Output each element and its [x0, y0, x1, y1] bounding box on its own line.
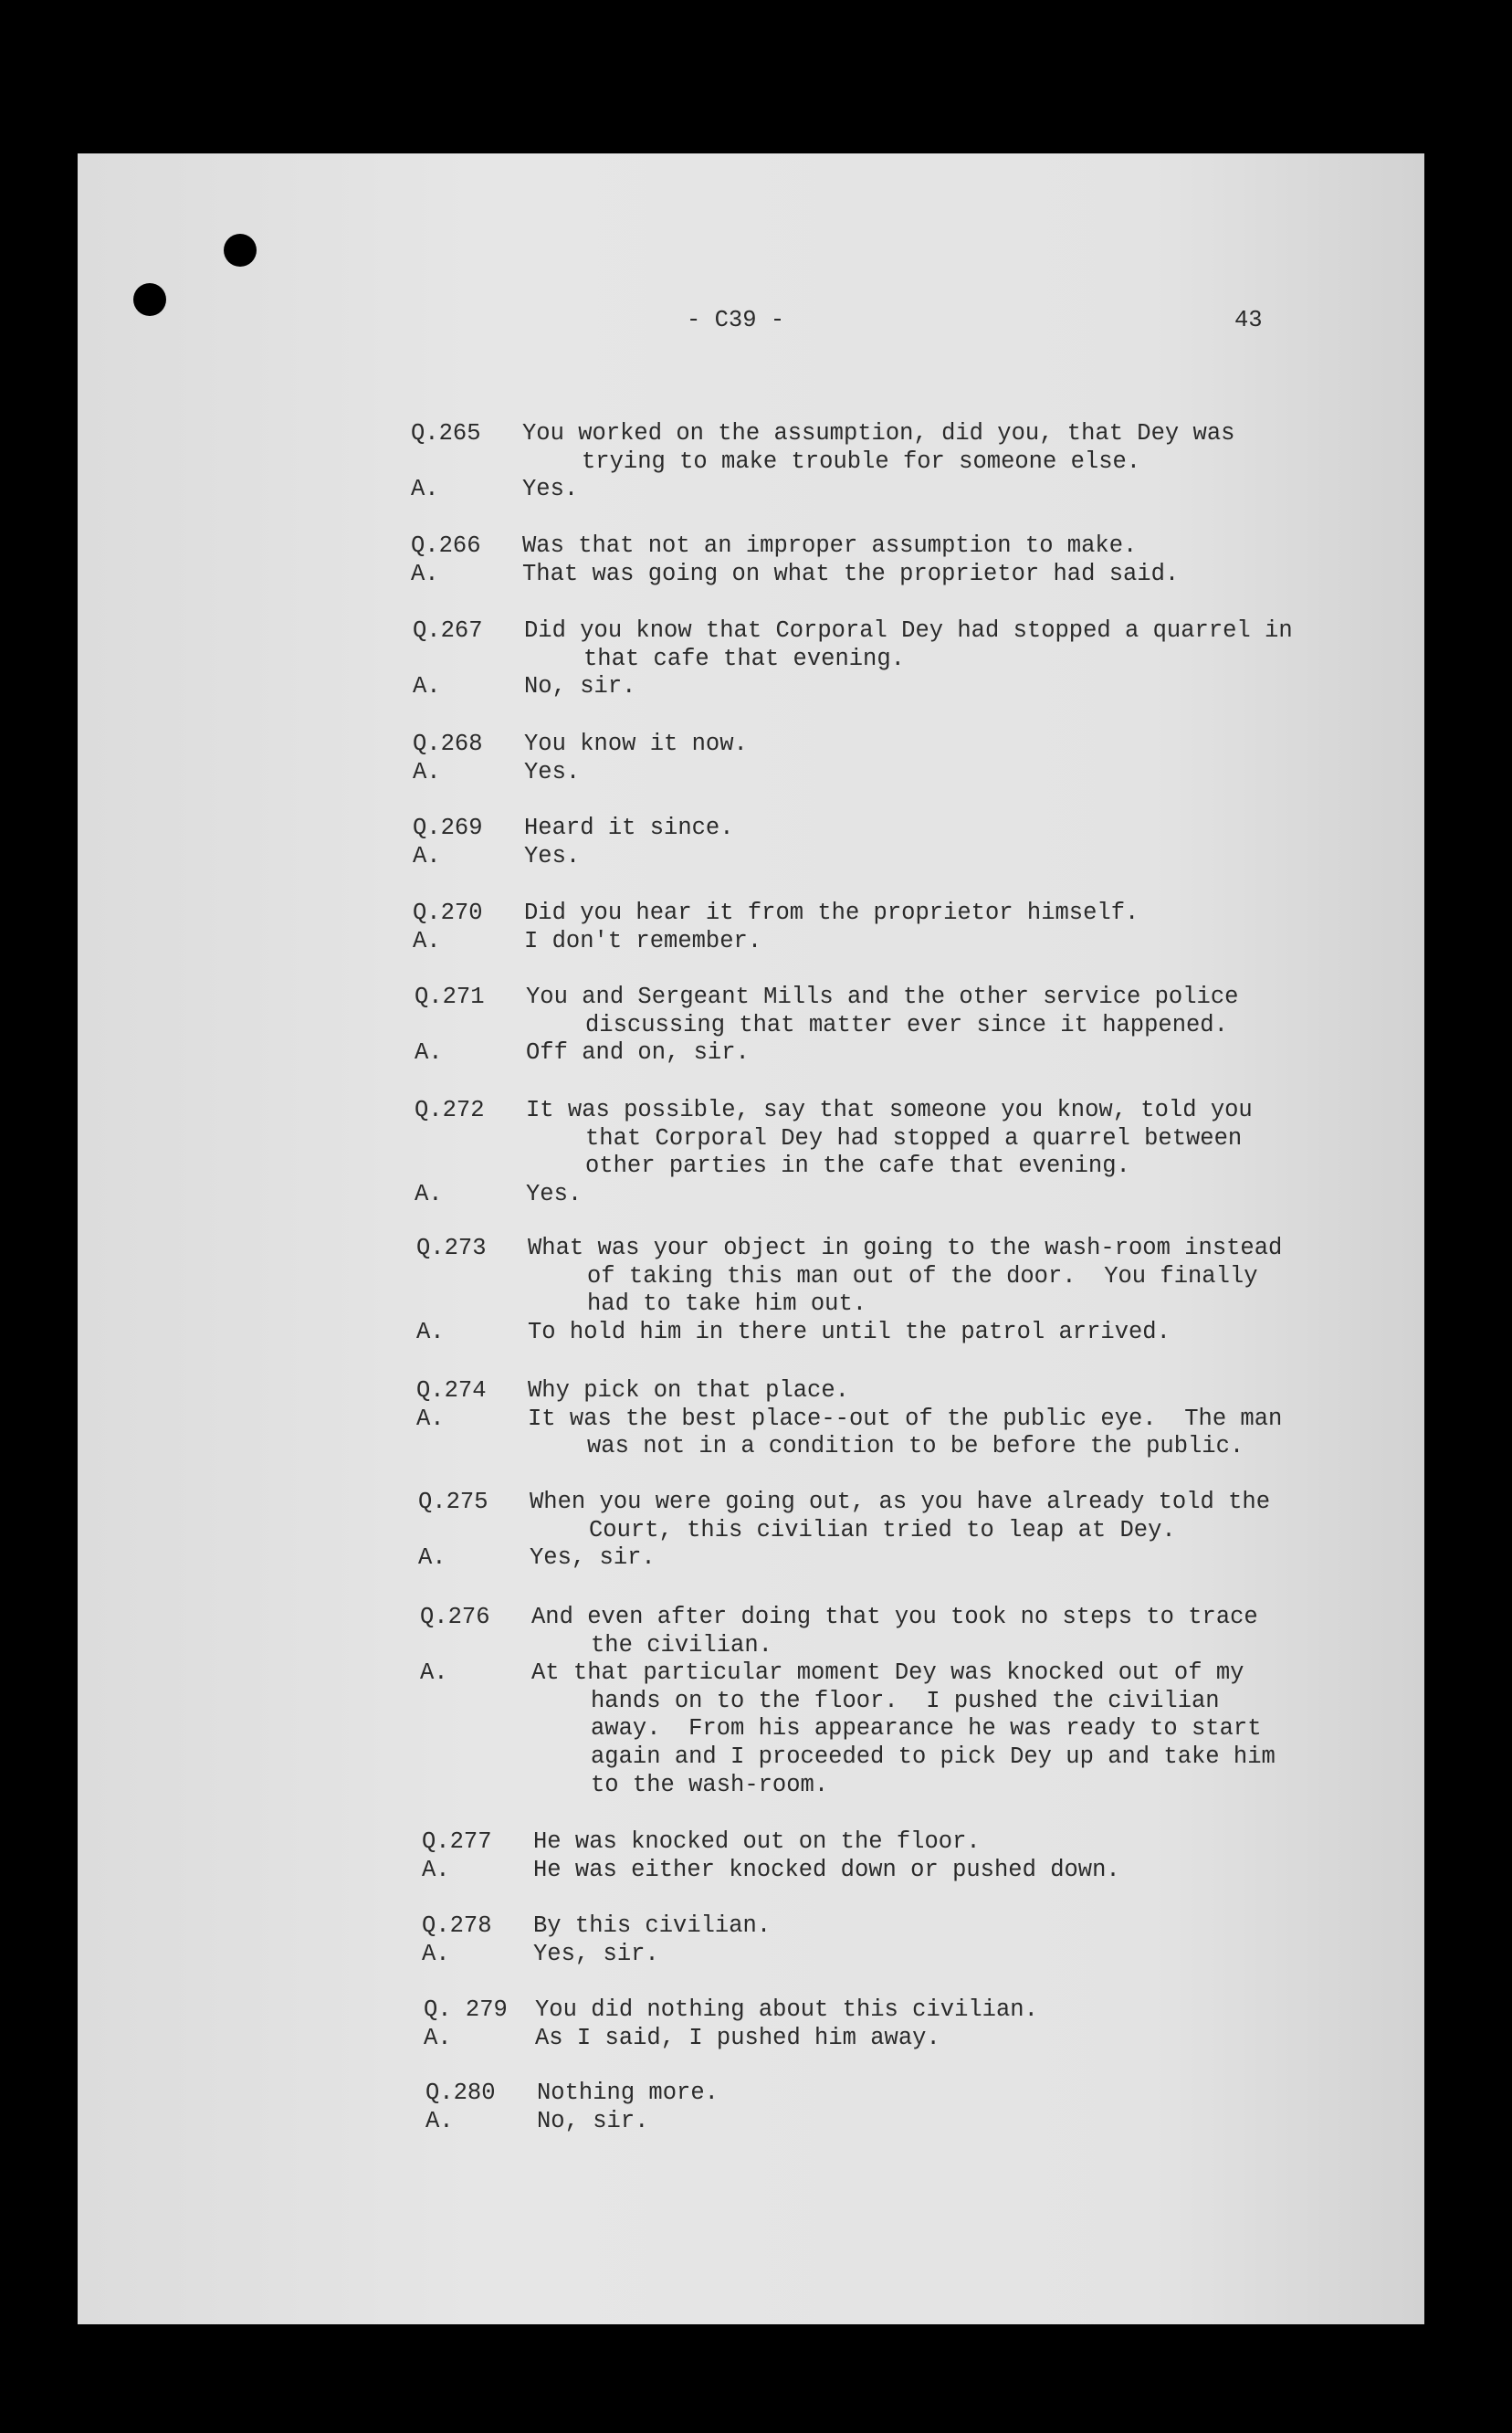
- qa-entry: [411, 420, 1234, 504]
- answer-label: A.: [413, 927, 441, 954]
- answer-text: again and I proceeded to pick Dey up and take him: [591, 1743, 1276, 1770]
- question-label: Q.280: [425, 2080, 496, 2106]
- question-label: [415, 1153, 526, 1181]
- question-line: [413, 900, 1139, 928]
- question-label: [420, 1632, 531, 1660]
- question-label: Q.275: [418, 1489, 488, 1515]
- answer-line: [420, 1715, 1276, 1743]
- question-label: [415, 1012, 526, 1040]
- answer-text: Yes.: [526, 1180, 583, 1207]
- question-line: [420, 1604, 1276, 1632]
- question-label: Q.268: [413, 731, 483, 757]
- answer-label: A.: [415, 1180, 443, 1207]
- question-line: [416, 1235, 1282, 1263]
- answer-text: As I said, I pushed him away.: [535, 2024, 940, 2051]
- answer-line: [422, 1941, 771, 1969]
- question-label: [416, 1263, 528, 1291]
- answer-text: away. From his appearance he was ready to start: [591, 1715, 1262, 1743]
- answer-text: It was the best place--out of the public eye. The man: [528, 1405, 1283, 1432]
- answer-label: [420, 1715, 531, 1743]
- qa-entry: [411, 532, 1179, 588]
- answer-text: Yes.: [524, 758, 581, 785]
- question-line: [413, 617, 1293, 646]
- qa-entry: [413, 815, 734, 870]
- answer-line: [424, 2025, 1038, 2053]
- answer-label: A.: [424, 2024, 452, 2051]
- question-text: He was knocked out on the floor.: [533, 1828, 981, 1855]
- question-text: Court, this civilian tried to leap at Dey.: [589, 1516, 1176, 1543]
- answer-text: To hold him in there until the patrol arrived.: [528, 1318, 1171, 1345]
- question-label: Q.276: [420, 1604, 490, 1630]
- punch-hole: [133, 283, 166, 316]
- answer-label: A.: [418, 1544, 446, 1572]
- answer-label: [416, 1433, 528, 1461]
- question-text: When you were going out, as you have already told the: [530, 1489, 1271, 1515]
- answer-line: [413, 759, 748, 787]
- answer-text: Off and on, sir.: [526, 1039, 750, 1067]
- question-label: [418, 1517, 530, 1545]
- answer-line: [413, 673, 1293, 701]
- question-line: [413, 646, 1293, 674]
- question-line: [422, 1912, 771, 1941]
- question-label: Q.277: [422, 1828, 492, 1855]
- answer-label: A.: [422, 1856, 450, 1883]
- qa-entry: [422, 1912, 771, 1968]
- qa-entry: [424, 1996, 1038, 2052]
- question-line: [413, 815, 734, 843]
- question-text: that cafe that evening.: [583, 645, 905, 672]
- question-label: Q.273: [416, 1235, 487, 1261]
- qa-entry: [416, 1235, 1282, 1346]
- question-line: [418, 1517, 1270, 1545]
- qa-entry: [422, 1828, 1120, 1884]
- question-text: trying to make trouble for someone else.: [582, 448, 1141, 475]
- answer-line: [415, 1039, 1238, 1068]
- question-text: discussing that matter ever since it happened.: [585, 1011, 1228, 1038]
- question-text: had to take him out.: [587, 1290, 867, 1318]
- answer-line: [420, 1688, 1276, 1716]
- question-text: And even after doing that you took no steps to trace: [531, 1604, 1258, 1630]
- question-text: Heard it since.: [524, 815, 734, 841]
- answer-text: hands on to the floor. I pushed the civilian: [591, 1687, 1220, 1714]
- question-label: Q.272: [415, 1097, 485, 1123]
- question-text: other parties in the cafe that evening.: [585, 1153, 1130, 1180]
- answer-label: A.: [415, 1039, 443, 1067]
- answer-label: [420, 1743, 531, 1772]
- qa-entry: [418, 1489, 1270, 1573]
- punch-hole: [224, 234, 257, 267]
- question-label: [415, 1125, 526, 1153]
- question-text: What was your object in going to the wash-room instead: [528, 1235, 1283, 1261]
- answer-label: A.: [416, 1405, 445, 1432]
- answer-text: No, sir.: [537, 2107, 649, 2134]
- question-label: Q.278: [422, 1912, 492, 1939]
- answer-line: [420, 1659, 1276, 1688]
- answer-label: A.: [411, 476, 439, 503]
- answer-text: At that particular moment Dey was knocked out of my: [531, 1659, 1244, 1687]
- answer-line: [422, 1857, 1120, 1885]
- question-line: [416, 1263, 1282, 1291]
- question-line: [425, 2080, 719, 2108]
- question-label: Q.269: [413, 815, 483, 841]
- answer-line: [416, 1433, 1282, 1461]
- answer-label: A.: [411, 560, 439, 587]
- question-label: Q.266: [411, 532, 481, 559]
- answer-text: No, sir.: [524, 673, 636, 700]
- answer-line: [425, 2108, 719, 2136]
- answer-text: I don't remember.: [524, 927, 762, 954]
- question-line: [411, 448, 1234, 477]
- question-text: Did you hear it from the proprietor himself.: [524, 900, 1139, 926]
- qa-entry: [413, 900, 1139, 955]
- answer-label: A.: [413, 673, 441, 700]
- question-line: [411, 532, 1179, 561]
- question-line: [420, 1632, 1276, 1660]
- question-line: [415, 984, 1238, 1012]
- question-line: [415, 1153, 1253, 1181]
- question-label: [411, 448, 522, 477]
- answer-label: [420, 1688, 531, 1716]
- question-line: [416, 1377, 1282, 1406]
- answer-text: Yes.: [524, 842, 581, 869]
- answer-line: [416, 1406, 1282, 1434]
- qa-entry: [425, 2080, 719, 2135]
- question-label: Q.267: [413, 617, 483, 644]
- question-line: [422, 1828, 1120, 1857]
- question-label: [416, 1290, 528, 1319]
- answer-text: He was either knocked down or pushed down.: [533, 1856, 1120, 1883]
- question-text: It was possible, say that someone you know, told you: [526, 1097, 1253, 1123]
- question-text: Did you know that Corporal Dey had stopped a quarrel in: [524, 617, 1293, 644]
- answer-line: [413, 928, 1139, 956]
- question-label: Q. 279: [424, 1996, 508, 2023]
- question-text: the civilian.: [591, 1631, 772, 1659]
- question-line: [415, 1097, 1253, 1125]
- qa-entry: [413, 731, 748, 786]
- question-text: Why pick on that place.: [528, 1377, 849, 1404]
- question-line: [413, 731, 748, 759]
- answer-text: was not in a condition to be before the public.: [587, 1433, 1244, 1460]
- section-number: - C39 -: [687, 307, 785, 333]
- answer-label: A.: [413, 842, 441, 869]
- qa-entry: [420, 1604, 1276, 1799]
- answer-line: [415, 1181, 1253, 1209]
- question-text: You and Sergeant Mills and the other service police: [526, 984, 1239, 1010]
- question-text: Nothing more.: [537, 2080, 719, 2106]
- answer-line: [413, 843, 734, 871]
- answer-text: to the wash-room.: [591, 1771, 829, 1798]
- question-label: [413, 646, 524, 674]
- question-line: [418, 1489, 1270, 1517]
- qa-entry: [416, 1377, 1282, 1461]
- answer-text: That was going on what the proprietor had said.: [522, 560, 1180, 587]
- question-label: Q.271: [415, 984, 485, 1010]
- answer-label: A.: [416, 1318, 445, 1345]
- question-text: By this civilian.: [533, 1912, 772, 1939]
- question-text: Was that not an improper assumption to make.: [522, 532, 1138, 559]
- question-line: [424, 1996, 1038, 2025]
- answer-line: [418, 1544, 1270, 1573]
- question-text: You worked on the assumption, did you, that Dey was: [522, 420, 1235, 447]
- question-label: Q.270: [413, 900, 483, 926]
- qa-entry: [415, 1097, 1253, 1208]
- question-label: Q.265: [411, 420, 481, 447]
- question-text: You did nothing about this civilian.: [535, 1996, 1038, 2023]
- question-text: of taking this man out of the door. You finally: [587, 1262, 1258, 1290]
- question-line: [415, 1125, 1253, 1153]
- answer-label: A.: [425, 2107, 454, 2134]
- page-number: 43: [1234, 307, 1263, 333]
- answer-text: Yes, sir.: [530, 1544, 656, 1572]
- question-text: You know it now.: [524, 731, 748, 757]
- answer-line: [420, 1743, 1276, 1772]
- qa-entry: [413, 617, 1293, 701]
- answer-line: [411, 561, 1179, 589]
- answer-text: Yes, sir.: [533, 1940, 659, 1967]
- answer-line: [420, 1772, 1276, 1800]
- question-label: Q.274: [416, 1377, 487, 1404]
- answer-label: A.: [422, 1940, 450, 1967]
- question-text: that Corporal Dey had stopped a quarrel between: [585, 1124, 1243, 1152]
- question-line: [411, 420, 1234, 448]
- qa-entry: [415, 984, 1238, 1068]
- question-line: [415, 1012, 1238, 1040]
- answer-label: A.: [420, 1659, 448, 1687]
- question-line: [416, 1290, 1282, 1319]
- answer-line: [416, 1319, 1282, 1347]
- answer-text: Yes.: [522, 476, 579, 503]
- answer-line: [411, 476, 1234, 504]
- answer-label: A.: [413, 758, 441, 785]
- answer-label: [420, 1772, 531, 1800]
